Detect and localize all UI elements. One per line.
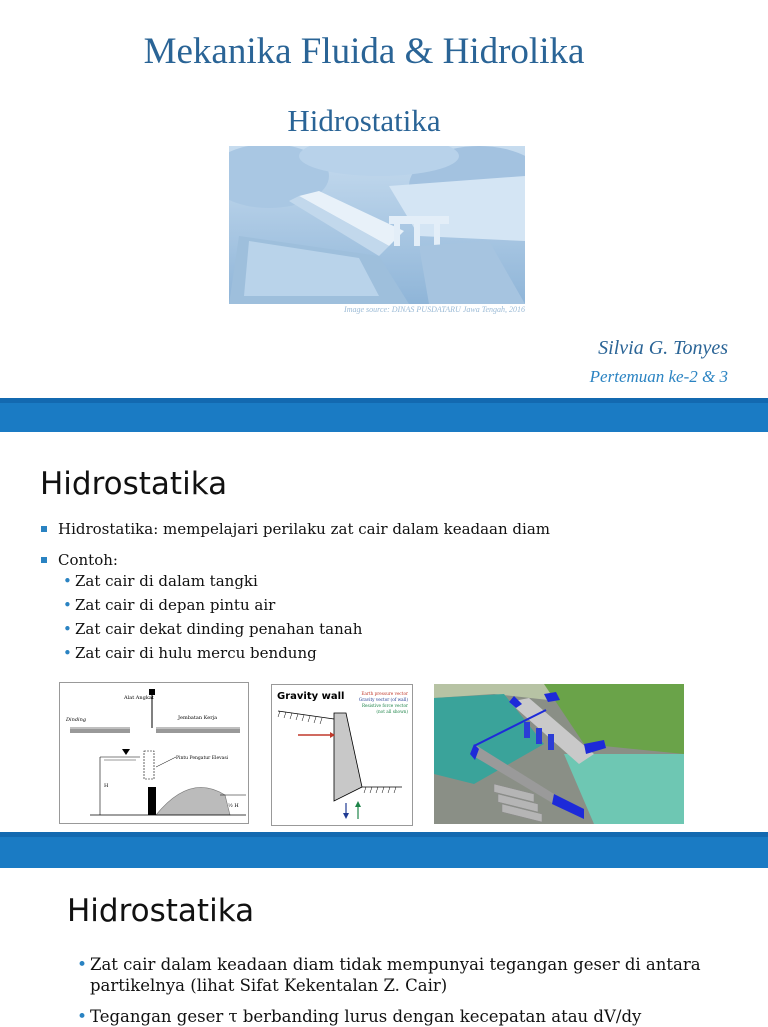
label-wall: Dinding (66, 717, 87, 723)
meeting-info: Pertemuan ke-2 & 3 (589, 367, 728, 386)
author-name: Silvia G. Tonyes (598, 337, 728, 359)
sub-bullet-text: Zat cair di dalam tangki (75, 572, 258, 590)
dot-bullet-icon: • (77, 955, 88, 975)
dot-bullet-icon: • (63, 620, 72, 638)
slide-separator-band (0, 398, 768, 432)
slide-separator-band (0, 832, 768, 868)
label-half-h: ½ H (228, 803, 239, 809)
sub-bullet-text: Zat cair dekat dinding penahan tanah (75, 620, 363, 638)
square-bullet-icon (41, 526, 47, 532)
gravity-wall-title: Gravity wall (277, 691, 345, 702)
slide-heading: Hidrostatika (67, 893, 255, 929)
content-slide-2 (0, 868, 768, 1024)
gate-diagram (59, 682, 249, 824)
dot-bullet-icon: • (63, 572, 72, 590)
slide-heading: Hidrostatika (40, 466, 228, 502)
sub-bullet-text: Zat cair di depan pintu air (75, 596, 276, 614)
legend-resistive: Resistive force vector (361, 703, 408, 708)
presentation-title: Mekanika Fluida & Hidrolika (143, 31, 585, 72)
bullet-text: Hidrostatika: mempelajari perilaku zat cair dalam keadaan diam (58, 520, 550, 538)
legend-earth-pressure: Earth pressure vector (361, 691, 408, 696)
sub-bullet-text: Zat cair di hulu mercu bendung (75, 644, 317, 662)
label-gate: Pintu Pengatur Elevasi (176, 756, 229, 761)
presentation-subtitle: Hidrostatika (287, 103, 441, 138)
square-bullet-icon (41, 557, 47, 563)
dot-bullet-icon: • (63, 596, 72, 614)
bullet-text-line: Zat cair dalam keadaan diam tidak mempunyai tegangan geser di antara (90, 955, 701, 974)
dam-illustration (229, 146, 525, 304)
gravity-wall-diagram (271, 684, 413, 826)
dot-bullet-icon: • (77, 1007, 88, 1027)
weir-3d-render (434, 684, 684, 824)
image-caption: Image source: DINAS PUSDATARU Jawa Tengah, 2016 (344, 305, 525, 314)
dam-photo (229, 146, 525, 304)
legend-note: (not all shown) (376, 709, 408, 714)
bullet-text-line: partikelnya (lihat Sifat Kekentalan Z. Cair) (90, 976, 448, 995)
label-lifting-device: Alat Angkat (124, 695, 154, 701)
bullet-text-line: Tegangan geser τ berbanding lurus dengan kecepatan atau dV/dy (90, 1007, 642, 1026)
bullet-text: Contoh: (58, 551, 118, 569)
dot-bullet-icon: • (63, 644, 72, 662)
label-h: H (104, 783, 109, 789)
label-bridge: Jembatan Kerja (178, 715, 218, 721)
legend-gravity: Gravity vector (of wall) (358, 697, 408, 702)
